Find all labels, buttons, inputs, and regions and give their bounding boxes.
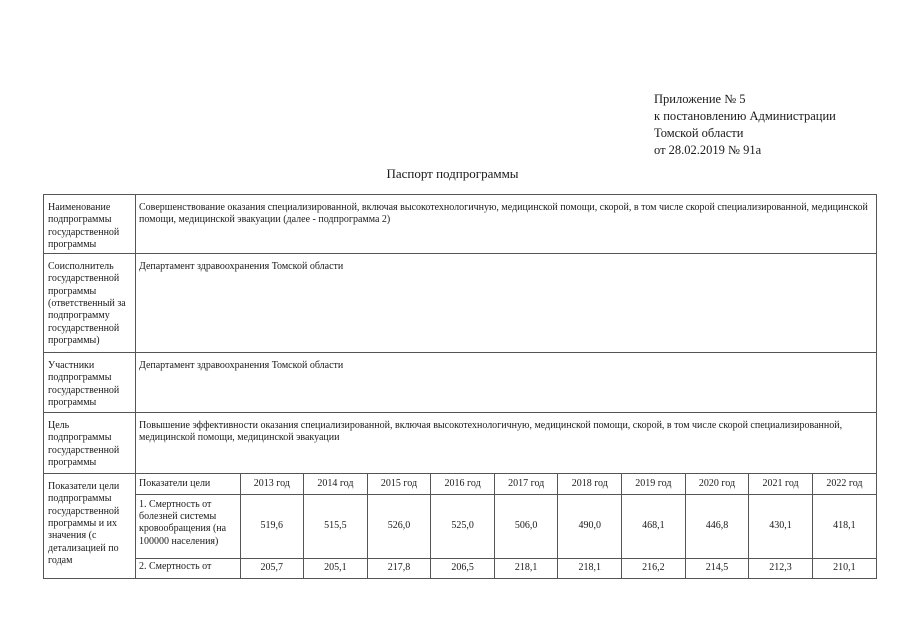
row-value: Департамент здравоохранения Томской области: [136, 254, 877, 353]
appendix-line: от 28.02.2019 № 91а: [654, 143, 762, 157]
indicator-value: 210,1: [812, 558, 876, 578]
header-year: 2020 год: [685, 474, 749, 494]
appendix-block: [654, 91, 836, 159]
indicators-header-row: [136, 474, 876, 494]
passport-table: [43, 194, 877, 579]
row-label: Показатели цели подпрограммы государственной программы и их значения (с детализацией по годам: [44, 474, 136, 579]
header-year: 2014 год: [304, 474, 368, 494]
indicator-value: 418,1: [812, 494, 876, 558]
indicator-value: 206,5: [431, 558, 495, 578]
header-year: 2021 год: [749, 474, 813, 494]
indicator-value: 526,0: [367, 494, 431, 558]
passport-row-name: [44, 195, 877, 254]
row-label: Цель подпрограммы государственной программы: [44, 413, 136, 474]
indicators-table: [136, 474, 876, 578]
passport-row-coexecutor: [44, 254, 877, 353]
row-value: Совершенствование оказания специализированной, включая высокотехнологичную, медицинской помощи, скорой, в том числе скорой специализированной, медицинской помощи, медицинской эвакуации (далее - подпрограмма 2): [136, 195, 877, 254]
indicator-value: 214,5: [685, 558, 749, 578]
indicator-value: 216,2: [622, 558, 686, 578]
indicator-value: 218,1: [558, 558, 622, 578]
indicator-name: 2. Смертность от: [136, 558, 240, 578]
indicator-value: 212,3: [749, 558, 813, 578]
table-row: [136, 494, 876, 558]
indicator-value: 205,7: [240, 558, 304, 578]
indicator-value: 217,8: [367, 558, 431, 578]
header-year: 2022 год: [812, 474, 876, 494]
indicator-value: 446,8: [685, 494, 749, 558]
indicator-value: 468,1: [622, 494, 686, 558]
header-year: 2017 год: [494, 474, 558, 494]
appendix-line: Томской области: [654, 126, 744, 140]
appendix-line: к постановлению Администрации: [654, 109, 836, 123]
indicator-value: 218,1: [494, 558, 558, 578]
indicator-value: 205,1: [304, 558, 368, 578]
appendix-line: Приложение № 5: [654, 92, 746, 106]
indicator-value: 515,5: [304, 494, 368, 558]
header-year: 2013 год: [240, 474, 304, 494]
header-indicator-name: Показатели цели: [136, 474, 240, 494]
indicator-name: 1. Смертность от болезней системы кровообращения (на 100000 населения): [136, 494, 240, 558]
row-label: Наименование подпрограммы государственной программы: [44, 195, 136, 254]
header-year: 2016 год: [431, 474, 495, 494]
indicator-value: 525,0: [431, 494, 495, 558]
passport-row-participants: [44, 353, 877, 413]
page-title: Паспорт подпрограммы: [386, 166, 519, 181]
indicator-value: 506,0: [494, 494, 558, 558]
indicator-value: 430,1: [749, 494, 813, 558]
row-label: Соисполнитель государственной программы (ответственный за подпрограмму государственной программы): [44, 254, 136, 353]
header-year: 2015 год: [367, 474, 431, 494]
indicators-cell: [136, 474, 877, 579]
header-year: 2019 год: [622, 474, 686, 494]
table-row: [136, 558, 876, 578]
passport-row-indicators: [44, 474, 877, 579]
passport-row-goal: [44, 413, 877, 474]
indicator-value: 519,6: [240, 494, 304, 558]
row-value: Повышение эффективности оказания специализированной, включая высокотехнологичную, медицинской помощи, скорой, в том числе скорой специализированной, медицинской помощи, медицинской эвакуации: [136, 413, 877, 474]
header-year: 2018 год: [558, 474, 622, 494]
row-value: Департамент здравоохранения Томской области: [136, 353, 877, 413]
indicator-value: 490,0: [558, 494, 622, 558]
row-label: Участники подпрограммы государственной программы: [44, 353, 136, 413]
